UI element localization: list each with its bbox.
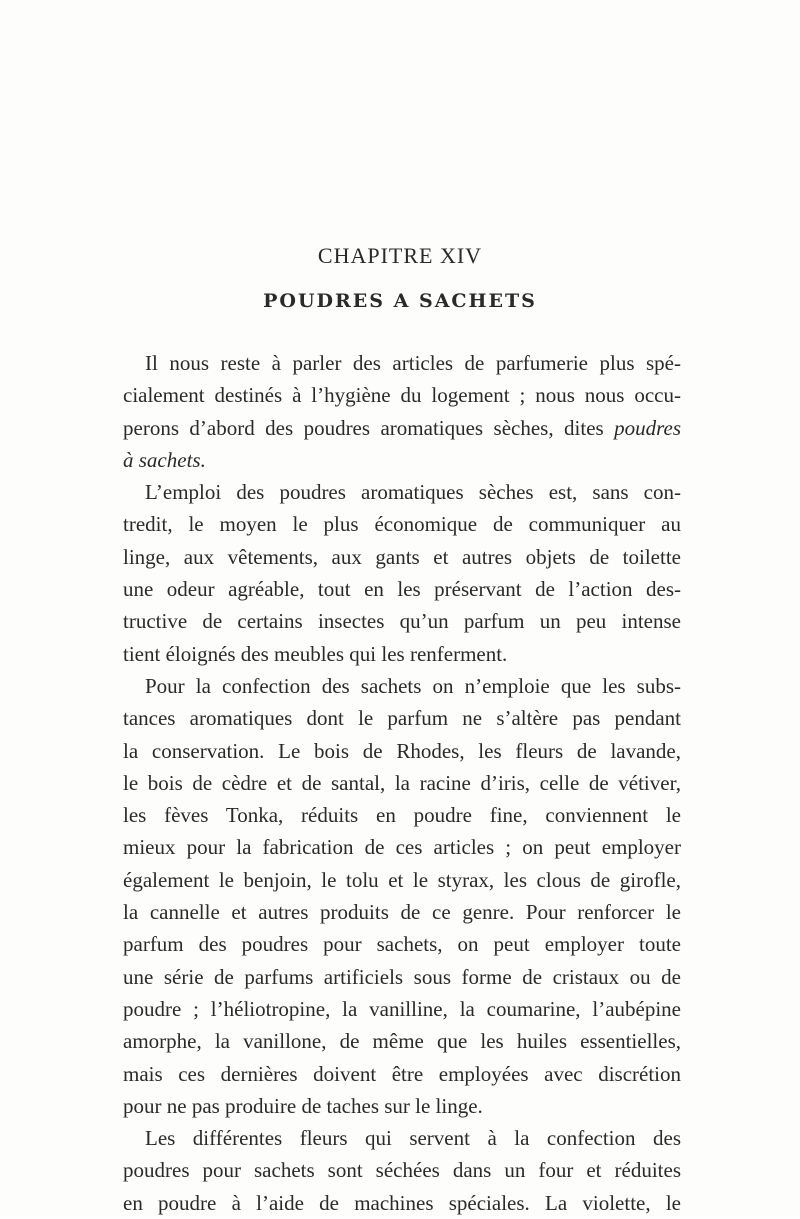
text-line: poudres pour sachets sont séchées dans un four et réduites: [123, 1158, 681, 1183]
text-line: amorphe, la vanillone, de même que les huiles essentielles,: [123, 1029, 681, 1054]
text-line: poudre ; l’héliotropine, la vanilline, la coumarine, l’aubépine: [123, 996, 681, 1021]
text-line: la cannelle et autres produits de ce genre. Pour renforcer le: [123, 900, 681, 925]
text-line: Il nous reste à parler des articles de parfumerie plus spé-: [145, 351, 681, 375]
paragraph-4: [123, 1122, 681, 1219]
text-line: tredit, le moyen le plus économique de communiquer au: [123, 512, 681, 537]
text-line: pour ne pas produire de taches sur le linge.: [123, 1093, 483, 1118]
text-line: une odeur agréable, tout en les préservant de l’action des-: [123, 577, 681, 602]
text-line: Les différentes fleurs qui servent à la confection des: [145, 1126, 681, 1151]
paragraph-2: [123, 476, 681, 670]
text-line: tances aromatiques dont le parfum ne s’altère pas pendant: [123, 706, 681, 731]
text-line: [123, 412, 681, 444]
text-line: mieux pour la fabrication de ces articles ; on peut employer: [123, 835, 681, 860]
text-span: perons d’abord des poudres aromatiques sèches, dites: [123, 415, 604, 440]
text-line: le bois de cèdre et de santal, la racine d’iris, celle de vétiver,: [123, 770, 681, 795]
text-line: en poudre à l’aide de machines spéciales. La violette, le: [123, 1190, 681, 1215]
text-line: une série de parfums artificiels sous forme de cristaux ou de: [123, 964, 681, 989]
chapter-heading: POUDRES A SACHETS: [263, 290, 537, 312]
text-line: à sachets.: [123, 447, 206, 472]
text-line: mais ces dernières doivent être employées avec discrétion: [123, 1061, 681, 1086]
text-line: les fèves Tonka, réduits en poudre fine, conviennent le: [123, 803, 681, 828]
text-line: tient éloignés des meubles qui les renferment.: [123, 641, 508, 666]
text-line: linge, aux vêtements, aux gants et autres objets de toilette: [123, 544, 681, 569]
text-line: également le benjoin, le tolu et le styrax, les clous de girofle,: [123, 867, 681, 892]
text-line: cialement destinés à l’hygiène du logement ; nous nous occu-: [123, 383, 681, 408]
text-line: parfum des poudres pour sachets, on peut employer toute: [123, 932, 681, 957]
paragraph-1: [123, 347, 681, 476]
chapter-number-title: CHAPITRE XIV: [317, 243, 483, 268]
text-line: la conservation. Le bois de Rhodes, les fleurs de lavande,: [123, 738, 681, 763]
paragraph-3: [123, 670, 681, 1122]
text-line: tructive de certains insectes qu’un parfum un peu intense: [123, 609, 681, 634]
body-text: [123, 347, 681, 1219]
text-line: L’emploi des poudres aromatiques sèches est, sans con-: [145, 480, 681, 505]
italic-term: poudres: [614, 415, 682, 440]
text-line: Pour la confection des sachets on n’emploie que les subs-: [145, 673, 681, 698]
